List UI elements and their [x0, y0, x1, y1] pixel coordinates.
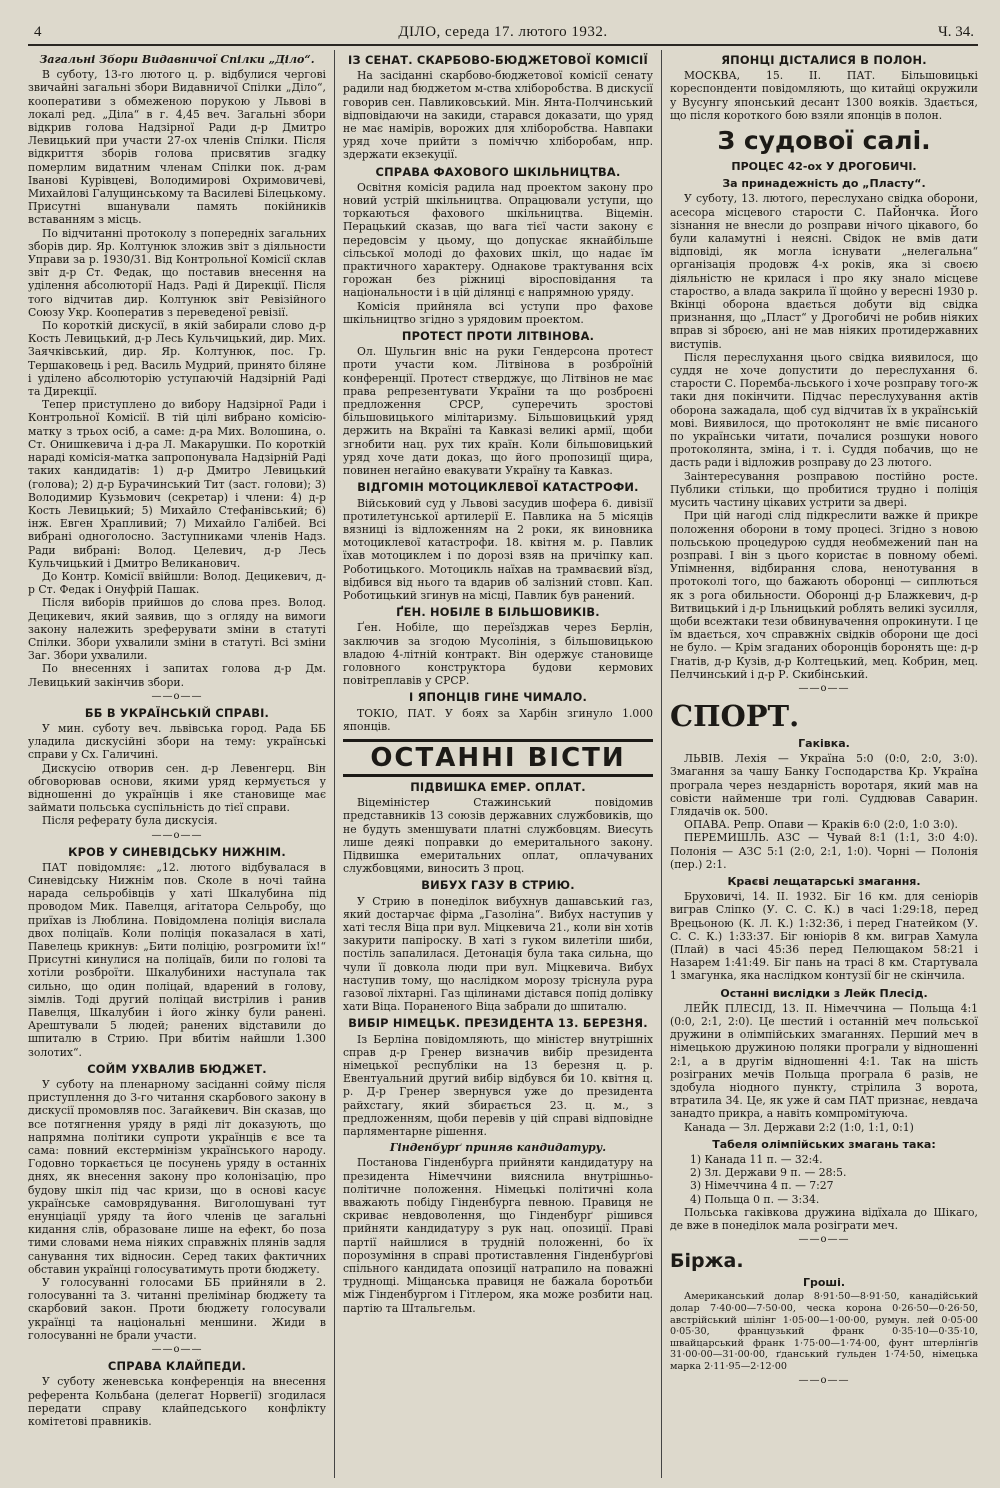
article-paragraph: У голосуванні голосами ББ прийняли в 2. голосуванні та 3. читанні прелімінар бюджету та скарбовий закон. Проти бюджету голосували українці та національні меншини. Жиди в голосуванні не брали участи. [28, 1276, 326, 1342]
article-paragraph: Тепер приступлено до вибору Надзірної Ради і Контрольної Комісії. В тій цілі вибрано комісію-матку з трьох осіб, а саме: д-ра Мих. Волошина, о. Ст. Онишкевича і д-ра Л. Макарушки. По короткій нараді комісія-матка запропонувала Надзірній Раді таких кандидатів: 1) д-р Дмитро Левицький (голова); 2) д-р Бурачинський Тит (заст. голови); 3) Володимир Кузьмович (секретар) і члени: 4) д-р Кость Левицький; 5) Михайло Стефанівський; 6) інж. Евген Храпливий; 7) Михайло Галібей. Всі вибрані одноголосно. Заступниками членів Надз. Ради вибрані: Волод. Целевич, д-р Лесь Кульчицький і Дмитро Великанович. [28, 398, 326, 570]
section-subheading: Краєві лещатарські змагання. [727, 874, 921, 888]
columns [28, 50, 978, 1478]
article-paragraph: Ґен. Нобіле, що переїзджав через Берлін, заключив за згодою Мусолінія, з більшовицькою владою 4-літній контракт. Він одержує становище головного конструктора будови кермових повітреплавів у СРСР. [343, 621, 653, 688]
article-paragraph: ЛЕЙК ПЛЕСІД, 13. II. Німеччина — Польща 4:1 (0:0, 2:1, 2:0). Це шестий і останній меч польської дружини в олімпійських змаганнях. Перший меч в німецькою дружиною поляки програли у відношенні 2:1, а в другім відношенні 4:1. Так на шість розіграних мечів Польща програла 6 разів, не здобула ніодного пункту, стрілила 3 ворота, втратила 34. Це, як уже й сам ПАТ признає, невдача занадто прикра, а навіть компромітуюча. [670, 1001, 978, 1121]
article-paragraph: Дискусію отворив сен. д-р Левенгерц. Він обговорював основи, якими уряд кермується у відношенні до українців і яке становище має займати польська суспільність до тієї справи. [28, 761, 326, 815]
article-paragraph: В суботу, 13-го лютого ц. р. відбулися чергові звичайні загальні збори Видавничої Спілки „Діло“, кооперативи з обмеженою порукою у Львові в локалі ред. „Діла“ в г. 4,45 веч. Загальні збори відкрив голова Надзірної Ради д-р Дмитро Левицький при участи 27-ох членів Спілки. Після відкриття зборів голова присвятив згадку померлим видатним членам Спілки пок. д-рам Іванові Курівцеві, Володимирові Охримовичеві, Михайлові Галущинському та Василеві Білецькому. Присутні вшанували память покійників вставанням з місць. [28, 68, 326, 227]
article-paragraph: Бруховичі, 14. II. 1932. Біг 16 км. для сеніорів виграв Сліпко (У. С. С. К.) в часі 1:29:18, перед Врецьоною (К. Л. К.) 1:32:36, і перед Гнатейком (У. С. С. К.) 1:33:37. Біг юніорів 8 км. виграв Хамула (Плай) в часі 45:36 перед Пелющаком 58:21 і Назарем 1:41:49. Біг пань на трасі 8 км. Стартувала 1 змагунка, яка наслідком контузії біг не скінчила. [670, 890, 978, 983]
article-heading: ҐЕН. НОБІЛЕ В БІЛЬШОВИКІВ. [396, 605, 600, 620]
article-paragraph: Військовий суд у Львові засудив шофера 6. дивізії протилетунської артилерії Е. Павлика на 5 місяців вязниці із відложенням на 2 роки, як виновника мотоциклевої катастрофи. 18. квітня м. р. Павлик їхав мотоциклем і по дорозі взяв на причіпку кап. Роботицького. Мотоцикль наїхав на трамваєвий вїзд, відбився від нього та вдарив об залізний стовп. Кап. Роботицький згинув на місці, Павлик був ранений. [343, 496, 653, 602]
article-paragraph: ТОКІО, ПАТ. У боях за Харбін згинуло 1.000 японців. [343, 706, 653, 733]
article-paragraph: Ол. Шульгин вніс на руки Гендерсона протест проти участи ком. Літвінова в розброїній конференції. Протест стверджує, що Літвінов не має права репрезентувати України та що розброєні предложення СРСР, суперечить зростові більшовицького мілітаризму. Більшовицький уряд держить на Вкраїні та Кавказі великі армії, щоби згнобити нац. рух тих країн. Коли більшовицький уряд хоче дати доказ, що його пропозиції щира, повинен негайно евакувати Україну та Кавказ. [343, 345, 653, 478]
article-paragraph: У Стрию в понеділок вибухнув дашавський газ, який достарчає фірма „Газоліна“. Вибух наступив у хаті тесля Віца при вул. Міцкевича 21., коли він хотів закурити папіроску. В хаті з гуком вилетіли шиби, постіль запалилася. Детонація була така сильна, що чули її довкола люди при вул. Міцкевича. Вибух наступив тому, що наслідком морозу тріснула рура газової ліхтарні. Газ щілинами дістався попід долівку хати Віца. Пораненого Віца забрали до шпиталю. [343, 894, 653, 1014]
article-heading: ВИБІР НІМЕЦЬК. ПРЕЗИДЕНТА 13. БЕРЕЗНЯ. [348, 1016, 648, 1031]
table-line: 2) Зл. Держави 9 п. — 28:5. [690, 1166, 847, 1180]
separator: ——o—— [798, 682, 850, 694]
masthead: ДІЛО, середа 17. лютого 1932. [398, 24, 608, 40]
article-paragraph: По відчитанні протоколу з попередніх загальних зборів дир. Яр. Колтунюк зложив звіт з діяльности Управи за р. 1930/31. Від Контрольної Комісії склав звіт д-р Ст. Федак, що поставив внесення на уділення абсолюторії Надз. Раді й Дирекції. Після того відчитав дир. Колтунюк звіт Ревізійного Союзу Укр. Кооператив з переведеної ревізії. [28, 226, 326, 319]
exchange-rates: Американський долар 8·91·50—8·91·50, канадійський долар 7·40·00—7·50·00, ческа корона 0·26·50—0·26·50, австрійський шілінг 1·05·00—1·00·00, румун. лей 0·05·00 0·05·30, французький франк 0·35·10—0·35·10, швайцарський франк 1·75·00—1·74·00, фунт штерлінґів 31·00·00—31·00·00, ґданський ґульден 1·74·50, німецька марка 2·11·95—2·12·00 [670, 1291, 978, 1373]
article-paragraph: До Контр. Комісії ввійшли: Волод. Децикевич, д-р Ст. Федак і Онуфрій Пашак. [28, 569, 326, 597]
column-right [662, 50, 978, 1478]
article-heading: ПІДВИШКА ЕМЕР. ОПЛАТ. [410, 779, 586, 794]
article-paragraph: Комісія прийняла всі уступи про фахове шкільництво згідно з урядовим проектом. [343, 299, 653, 326]
issue-number: Ч. 34. [938, 24, 974, 40]
article-paragraph: Віцеміністер Стажинський повідомив представників 13 союзів державних службовиків, що не будуть зменшувати платні службовцям. Виесуть лише деякі поправки до емеритального закону. Підвишка емеритальних оплат, оплачуваних службовцями, виносить 3 проц. [343, 796, 653, 876]
separator: ——o—— [151, 1344, 203, 1356]
article-paragraph: Польська гаківкова дружина відїхала до Шікаго, де вже в понеділок мала розіграти меч. [670, 1205, 978, 1233]
latest-news-banner: ОСТАННІ ВІСТИ [343, 739, 653, 777]
article-heading: ВИБУХ ГАЗУ В СТРИЮ. [421, 878, 575, 893]
article-paragraph: ЛЬВІВ. Лехія — Україна 5:0 (0:0, 2:0, 3:0). Змагання за чашу Банку Господарства Кр. Україна програла через нездарність воротаря, який мав на совісти найменше три голі. Суддював Саварин. Глядачів ок. 500. [670, 752, 978, 818]
article-heading: ЯПОНЦІ ДІСТАЛИСЯ В ПОЛОН. [721, 53, 927, 67]
article-paragraph: При цій нагоді слід підкреслити важке й прикре положення оборони в тому процесі. Згідно з новою польською процедурою суддя необмежений пан на розправі. І він з цього користає в повному обемі. Упімнення, відбирання слова, ненотування в протоколі того, що бажають оборонці — сиплються як з рога обильности. Оборонці д-р Блажкевич, д-р Витвицький і д-р Ільницький роблять великі зусилля, щоби всежтаки тези обвинувачення опрокинути. І це їм вдається, хоч справжніх свідків оборони ще досі не було. — Крім згаданих оборонців боронять ще: д-р Гнатів, д-р Кузів, д-р Колтецький, мец. Кобрин, мец. Пелчинський і д-р Р. Скибінський. [670, 509, 978, 681]
table-line: 3) Німеччина 4 п. — 7:27 [690, 1179, 834, 1193]
section-subheading: Табеля олімпійських змагань така: [712, 1137, 936, 1151]
section-title: З судової салі. [717, 126, 931, 156]
table-line: 4) Польща 0 п. — 3:34. [690, 1192, 820, 1206]
article-heading: СОЙМ УХВАЛИВ БЮДЖЕТ. [87, 1061, 267, 1076]
article-paragraph: Постанова Гінденбурга прийняти кандидатуру на президента Німеччини вияснила внутрішньо-політичне положення. Німецькі політичні кола вважають побіду Гінденбурга певною. Правиця не скриває невдоволення, що Гінденбурґ рішився прийняти кандидатуру з рук нац. опозиції. Праві партії найшлися в трудній положенні, бо їх порозуміння в справі протиставлення Гінденбурґові спільного кандидата опозиції натрапило на поважні труднощі. Міщанська правиця не бажала боротьби між Гінденбургом і Гітлером, яка може розбити нац. партію та Штальгельм. [343, 1156, 653, 1315]
page-header [28, 22, 978, 46]
article-paragraph: Після реферату була дискусія. [42, 814, 218, 828]
article-heading: ББ В УКРАЇНСЬКІЙ СПРАВІ. [84, 705, 270, 720]
article-paragraph: У суботу на пленарному засіданні сойму після приступлення до 3-го читання скарбового закону в дискусії промовляв пос. Загайкевич. Він сказав, що все потягнення уряду в ряді літ доказують, що напрямна політики супроти українців є все та сама: повний екстермінізм українського народу. Годовно торкається це посунень уряду в останніх днях, як внесення закону про колонізацію, про будову шкіл під час кризи, що в основі касує українське самоврядування. Виголошувані тут енунціації уряду та його членів це загальні кидання слів, образоване лише на ефект, бо поза тими словами нема ніяких справжніх плянів задля санування тих відносин. Серед таких фактичних обставин українці голосуватимуть проти бюджету. [28, 1078, 326, 1276]
article-heading: ВІДГОМІН МОТОЦИКЛЕВОЇ КАТАСТРОФИ. [357, 480, 639, 495]
article-paragraph: ПЕРЕМИШЛЬ. АЗС — Чувай 8:1 (1:1, 3:0 4:0). Полонія — АЗС 5:1 (2:0, 2:1, 1:0). Чорні — Полонія (пер.) 2:1. [670, 831, 978, 871]
article-paragraph: На засіданні скарбово-бюджетової комісії сенату радили над бюджетом м-ства хліборобства. В дискусії говорив сен. Павликовський. Мін. Янта-Полчинський відповідаючи на закиди, старався доказати, що уряд не має намірів, ворожих для хліборобства. Навпаки уряд хоче прийти з поміччю хліборобам, нпр. здержати екзекуції. [343, 69, 653, 162]
page-number: 4 [34, 24, 42, 40]
article-paragraph: По внесеннях і запитах голова д-р Дм. Левицький закінчив збори. [28, 662, 326, 689]
section-subheading: Останні вислідки з Лейк Плесід. [720, 986, 928, 1000]
article-heading: ІЗ СЕНАТ. СКАРБОВО-БЮДЖЕТОВОЇ КОМІСІЇ [348, 53, 648, 67]
separator: ——o—— [798, 1234, 850, 1246]
separator: ——o—— [151, 690, 203, 702]
exchange-section-title: Біржа. [670, 1250, 744, 1273]
article-paragraph: У мин. суботу веч. львівська город. Рада ББ уладила дискусійні збори на тему: українські справи у Сх. Галичині. [28, 721, 326, 762]
section-subheading: Гаківка. [798, 736, 850, 750]
article-paragraph: МОСКВА, 15. II. ПАТ. Більшовицькі кореспонденти повідомляють, що китайці окружили у Вусунгу японський десант 1300 вояків. Здається, що після короткого бою взяли японців в полон. [670, 69, 978, 122]
article-heading: КРОВ У СИНЕВІДСЬКУ НИЖНІМ. [68, 844, 286, 859]
article-paragraph: Заінтересування розправою постійно росте. Публики стільки, що пробитися трудно і поліція мусить частину цікавих устрити за двері. [670, 469, 978, 510]
article-heading: СПРАВА ФАХОВОГО ШКІЛЬНИЦТВА. [375, 164, 621, 179]
section-subheading: Гроші. [802, 1276, 846, 1290]
article-subheading: Гінденбурґ приняв кандидатуру. [389, 1141, 607, 1155]
article-paragraph: По короткій дискусії, в якій забирали слово д-р Кость Левицький, д-р Лесь Кульчицький, дир. Мих. Заячківський, дир. Яр. Колтунюк, пос. Гр. Тершаковець і ред. Василь Мудрий, принято біляне і уділено абсолюторію уступаючій Надзірній Раді та Дирекції. [28, 319, 326, 399]
column-middle [334, 50, 662, 1478]
separator: ——o—— [151, 829, 203, 841]
article-paragraph: ПАТ повідомляє: „12. лютого відбувалася в Синевідську Нижнім пов. Сколе в ночі тайна нарада сельробівців у хаті Шкалубина під проводом Мик. Павелця, агітатора Сельробу, що приїхав із Люблина. Повідомлена поліція вислала двох поліцаїв. Коли поліція показалася в хаті, Павелець крикнув: „Бити поліцію, розгромити їх!“ Присутні кинулися на поліцаїв, били по голові та хотіли розброїти. Шкалубинихи наступала так сильно, що один поліцай, вдарений в голову, зімлів. Тоді другий поліцай вистрілив і ранив Павелця, Шкалубин і його жінку були ранені. Арештували 5 людей; ранених відставили до шпиталю в Стрию. При вбитім найшли 1.300 золотих“. [28, 860, 326, 1059]
column-left [28, 50, 334, 1478]
section-subheading: ПРОЦЕС 42-ох У ДРОГОБИЧІ. [731, 160, 917, 174]
section-subheading: За принадежність до „Пласту“. [722, 177, 926, 191]
article-heading: СПРАВА КЛАЙПЕДИ. [107, 1359, 247, 1374]
article-paragraph: ОПАВА. Репр. Опави — Краків 6:0 (2:0, 1:0 3:0). [684, 818, 958, 832]
article-paragraph: Із Берліна повідомляють, що міністер внутрішніх справ д-р Гренер визначив вибір президента німецької республіки на 13 березня ц. р. Евентуальний другий вибір відбувся би 10. квітня ц. р. Д-р Гренер звернувся уже до президента райхстагу, який збирається 23. ц. м., з предложенням, щоби перевів у цій справі відповідне парляментарне рішення. [343, 1032, 653, 1139]
article-subheading: Загальні Збори Видавничої Спілки „Діло“. [39, 53, 315, 66]
article-heading: ПРОТЕСТ ПРОТИ ЛІТВІНОВА. [401, 329, 595, 344]
article-paragraph: У суботу женевська конференція на внесення референта Кольбана (делегат Норвегії) згодилася передати справу клайпедського конфлікту комітетові правників. [28, 1375, 326, 1428]
article-heading: І ЯПОНЦІВ ГИНЕ ЧИМАЛО. [408, 690, 587, 705]
sport-section-title: СПОРТ. [670, 698, 800, 733]
table-line: 1) Канада 11 п. — 32:4. [690, 1153, 823, 1167]
article-paragraph: Після переслухання цього свідка виявилося, що суддя не хоче допустити до переслухання 6. старости С. Поремба-льського і хоче розправу того-ж таки дня покінчити. Підчас переслухування актів оборона зажадала, щоб суд відчитав їх в українській мові. Виявилося, що протоколянт не вміє писаного по українськи читати, почалися розшуки нового протоколянта, зміна, і т. і. Суддя побачив, що не дасть ради і відложив розправу до 23 лютого. [670, 350, 978, 470]
article-paragraph: Після виборів прийшов до слова през. Волод. Децикевич, який заявив, що з огляду на вимоги закону належить зреферувати зміни в статуті Спілки. Збори ухвалили зміни в статуті. Всі зміни Заг. Збори ухвалили. [28, 596, 326, 663]
article-paragraph: Канада — Зл. Держави 2:2 (1:0, 1:1, 0:1) [684, 1120, 914, 1134]
article-paragraph: У суботу, 13. лютого, переслухано свідка оборони, асесора місцевого старости С. ПаЙончка. Його зізнання не внесли до розправи нічого цікавого, бо були каламутні і неясні. Свідок не вмів дати відповіді, як могла існувати „нелегальна“ організація продовж 4-х років, яка зі своєю діяльністю не крилася і про яку знало місцеве староство, а влада закрила її щойно у вересні 1930 р. Вкінці оборона вдається добути від свідка признання, що „Пласт“ у Дрогобичі не робив ніяких вправ зі зброєю, ані не мав ніяких протидержавних виступів. [670, 192, 978, 351]
article-paragraph: Освітня комісія радила над проектом закону про новий устрій шкільництва. Опрацювали уступи, що торкаються фахового шкільництва. Віцемін. Перацький сказав, що вага тієї части закону є передовсім у цьому, що допускає якнайбільше сільської молоді до фахових шкіл, що надає їм практичного характеру. Однакове трактування всіх горожан без ріжниці віросповідання та національности і в цій ділянці є напрямною уряду. [343, 180, 653, 300]
separator: ——o—— [798, 1374, 850, 1386]
